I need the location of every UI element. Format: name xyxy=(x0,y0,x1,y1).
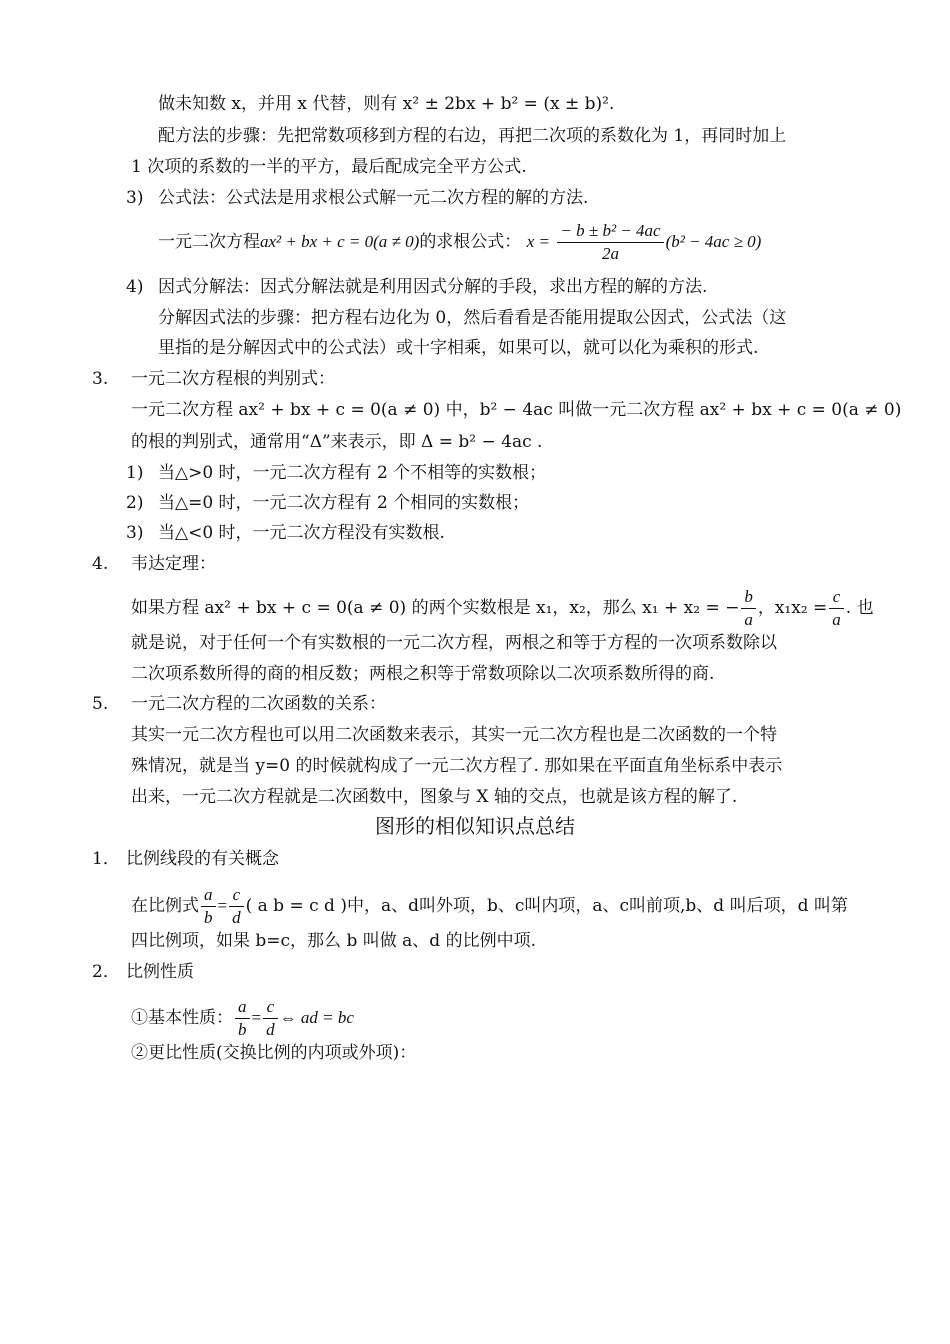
denominator: b xyxy=(235,1018,250,1041)
page-title: 图形的相似知识点总结 xyxy=(375,814,575,838)
text-line: 殊情况，就是当 y=0 的时候就构成了一元二次方程了. 那如果在平面直角坐标系中表示 xyxy=(131,756,783,776)
vieta-formula-line xyxy=(131,586,874,631)
text: 如果方程 ax² + bx + c = 0(a ≠ 0) 的两个实数根是 x₁，x₂，那么 x₁ + x₂ = − xyxy=(131,598,740,618)
section-heading: 一元二次方程根的判别式： xyxy=(131,369,335,389)
section-number: 2． xyxy=(92,962,120,982)
formula-condition: (b² − 4ac ≥ 0) xyxy=(665,232,762,251)
denominator: a xyxy=(829,608,844,631)
text: ( a b = c d )中，a、d叫外项，b、c叫内项，a、c叫前项,b、d 叫后项，d 叫第 xyxy=(245,896,848,916)
list-number: 1) xyxy=(126,463,144,483)
equation: ax² + bx + c = 0(a ≠ 0) xyxy=(260,232,420,251)
numerator: c xyxy=(832,587,841,606)
section-heading: 一元二次方程的二次函数的关系： xyxy=(131,694,386,714)
list-number: 3) xyxy=(126,188,144,208)
text: . 也 xyxy=(845,598,874,618)
numerator: c xyxy=(232,885,241,904)
list-number: 3) xyxy=(126,523,144,543)
text-line: 1 次项的系数的一半的平方，最后配成完全平方公式. xyxy=(131,157,527,177)
text: 在比例式 xyxy=(131,896,199,916)
numerator: a xyxy=(238,997,247,1016)
text-line: 公式法：公式法是用求根公式解一元二次方程的解的方法. xyxy=(158,188,589,208)
text: ⇔ ad = bc xyxy=(279,1008,354,1027)
section-number: 5. xyxy=(92,694,109,714)
text-line: 四比例项，如果 b=c，那么 b 叫做 a、d 的比例中项. xyxy=(131,931,536,951)
denominator: a xyxy=(741,608,756,631)
numerator: c xyxy=(266,997,275,1016)
text-line: 配方法的步骤：先把常数项移到方程的右边，再把二次项的系数化为 1，再同时加上 xyxy=(158,126,787,146)
text-line: 就是说，对于任何一个有实数根的一元二次方程，两根之和等于方程的一次项系数除以 xyxy=(131,633,777,653)
text-line: 因式分解法：因式分解法就是利用因式分解的手段，求出方程的解的方法. xyxy=(158,277,708,297)
section-heading: 比例线段的有关概念 xyxy=(126,849,279,869)
text-line: 当△>0 时，一元二次方程有 2 个不相等的实数根； xyxy=(158,463,547,483)
fraction xyxy=(229,884,244,929)
text: 一元二次方程 xyxy=(158,232,260,252)
text-line: 的根的判别式，通常用“Δ”来表示，即 Δ = b² − 4ac . xyxy=(131,432,543,452)
quadratic-formula-line xyxy=(158,220,761,265)
basic-property-line xyxy=(131,996,354,1041)
formula-lhs: x = xyxy=(526,232,550,251)
text-line: 一元二次方程 ax² + bx + c = 0(a ≠ 0) 中，b² − 4ac 叫做一元二次方程 ax² + bx + c = 0(a ≠ 0) xyxy=(131,400,902,420)
text-line: 二次项系数所得的商的相反数；两根之积等于常数项除以二次项系数所得的商. xyxy=(131,664,715,684)
numerator: b xyxy=(744,587,753,606)
proportion-line xyxy=(131,884,848,929)
section-number: 3. xyxy=(92,369,109,389)
denominator: d xyxy=(263,1018,278,1041)
text-line: 当△=0 时，一元二次方程有 2 个相同的实数根； xyxy=(158,493,530,513)
denominator: b xyxy=(201,906,216,929)
formula-denominator: 2a xyxy=(557,242,663,265)
text: ，x₁x₂ = xyxy=(757,598,828,618)
section-heading: 韦达定理： xyxy=(131,554,216,574)
list-number: 4) xyxy=(126,277,144,297)
fraction xyxy=(829,586,844,631)
fraction xyxy=(741,586,756,631)
list-number: 2) xyxy=(126,493,144,513)
section-number: 1． xyxy=(92,849,120,869)
equals: = xyxy=(251,1008,262,1027)
formula-numerator: − b ± b² − 4ac xyxy=(560,221,661,240)
text-line: ②更比性质(交换比例的内项或外项)： xyxy=(131,1043,417,1063)
text-line: 分解因式法的步骤：把方程右边化为 0，然后看看是否能用提取公因式，公式法（这 xyxy=(158,308,787,328)
text: ①基本性质： xyxy=(131,1008,233,1028)
text-line: 出来，一元二次方程就是二次函数中，图象与 X 轴的交点，也就是该方程的解了. xyxy=(131,787,738,807)
fraction xyxy=(235,996,250,1041)
text-line: 当△<0 时，一元二次方程没有实数根. xyxy=(158,523,445,543)
text-line: 其实一元二次方程也可以用二次函数来表示，其实一元二次方程也是二次函数的一个特 xyxy=(131,725,777,745)
formula-fraction xyxy=(557,220,663,265)
section-number: 4. xyxy=(92,554,109,574)
numerator: a xyxy=(204,885,213,904)
section-heading: 比例性质 xyxy=(126,962,194,982)
text: 的求根公式： xyxy=(419,232,522,252)
fraction xyxy=(263,996,278,1041)
fraction xyxy=(201,884,216,929)
denominator: d xyxy=(229,906,244,929)
equals: = xyxy=(217,896,228,915)
text-line: 里指的是分解因式中的公式法）或十字相乘，如果可以，就可以化为乘积的形式. xyxy=(158,338,759,358)
text-line: 做未知数 x，并用 x 代替，则有 x² ± 2bx + b² = (x ± b)². xyxy=(158,94,615,114)
